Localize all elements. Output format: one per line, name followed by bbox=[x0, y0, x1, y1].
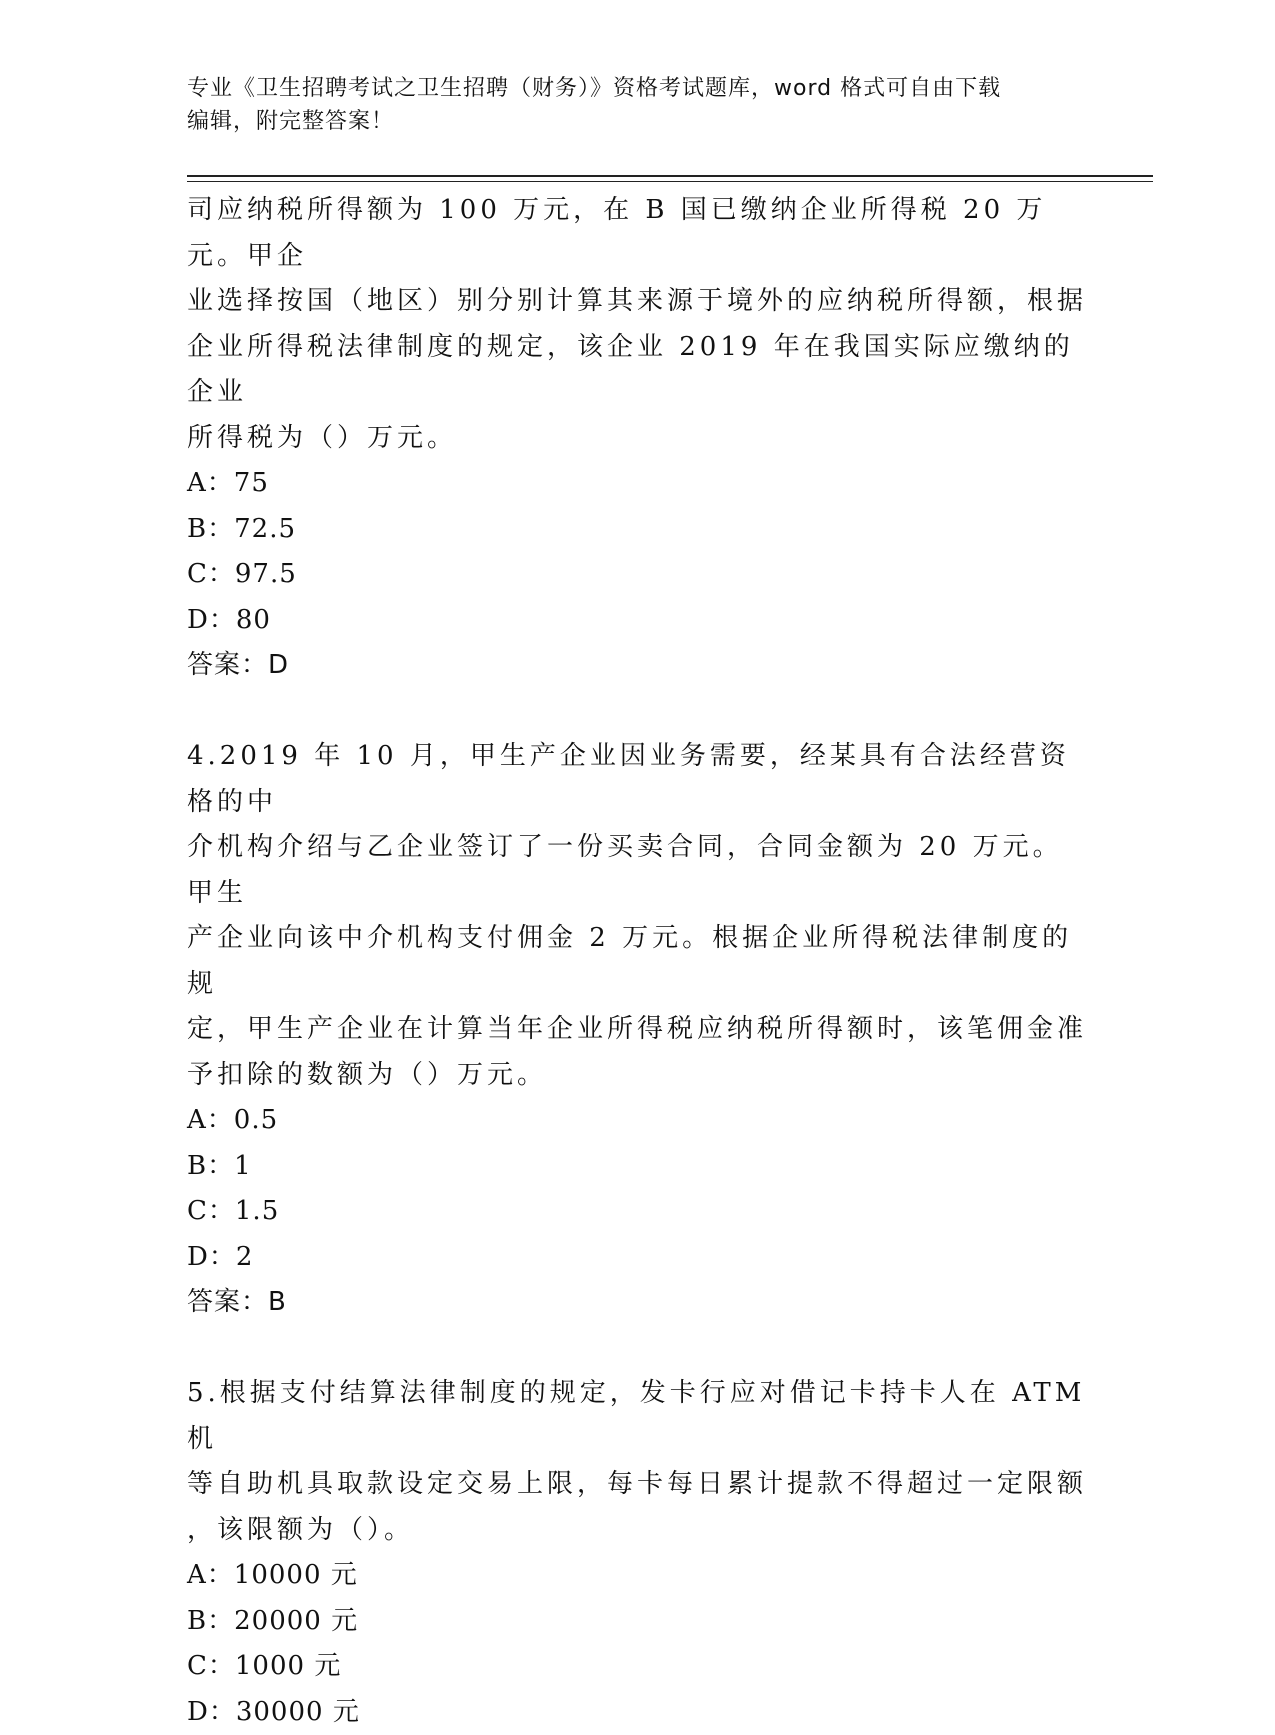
question-3-line-1: 司应纳税所得额为 100 万元，在 B 国已缴纳企业所得税 20 万元。甲企 bbox=[187, 188, 1087, 279]
question-5-option-b: B：20000 元 bbox=[187, 1599, 1087, 1645]
question-4-line-2: 介机构介绍与乙企业签订了一份买卖合同，合同金额为 20 万元。甲生 bbox=[187, 825, 1087, 916]
question-4-line-1: 4.2019 年 10 月，甲生产企业因业务需要，经某具有合法经营资格的中 bbox=[187, 734, 1087, 825]
question-4-option-c: C：1.5 bbox=[187, 1189, 1087, 1235]
header-line-2: 编辑，附完整答案！ bbox=[187, 105, 1067, 138]
question-3 bbox=[187, 188, 1087, 689]
question-3-option-a: A：75 bbox=[187, 461, 1087, 507]
question-4 bbox=[187, 734, 1087, 1326]
question-3-option-d: D：80 bbox=[187, 598, 1087, 644]
question-5-option-a: A：10000 元 bbox=[187, 1553, 1087, 1599]
question-5-option-d: D：30000 元 bbox=[187, 1690, 1087, 1735]
header-line-1: 专业《卫生招聘考试之卫生招聘（财务）》资格考试题库，word 格式可自由下载 bbox=[187, 72, 1067, 105]
question-3-answer: 答案：D bbox=[187, 643, 1087, 689]
question-5-option-c: C：1000 元 bbox=[187, 1644, 1087, 1690]
question-5 bbox=[187, 1371, 1087, 1735]
question-3-line-3: 企业所得税法律制度的规定，该企业 2019 年在我国实际应缴纳的企业 bbox=[187, 325, 1087, 416]
question-3-line-4: 所得税为（）万元。 bbox=[187, 416, 1087, 462]
question-3-line-2: 业选择按国（地区）别分别计算其来源于境外的应纳税所得额，根据 bbox=[187, 279, 1087, 325]
spacer bbox=[187, 689, 1087, 735]
question-5-line-2: 等自助机具取款设定交易上限，每卡每日累计提款不得超过一定限额 bbox=[187, 1462, 1087, 1508]
document-body bbox=[187, 188, 1087, 1735]
header-rule-bottom bbox=[187, 181, 1153, 182]
question-3-option-c: C：97.5 bbox=[187, 552, 1087, 598]
question-4-option-b: B：1 bbox=[187, 1144, 1087, 1190]
page-header bbox=[187, 72, 1067, 138]
question-4-option-a: A：0.5 bbox=[187, 1098, 1087, 1144]
question-4-line-5: 予扣除的数额为（）万元。 bbox=[187, 1053, 1087, 1099]
question-5-line-1: 5.根据支付结算法律制度的规定，发卡行应对借记卡持卡人在 ATM 机 bbox=[187, 1371, 1087, 1462]
question-4-answer: 答案：B bbox=[187, 1280, 1087, 1326]
question-4-line-3: 产企业向该中介机构支付佣金 2 万元。根据企业所得税法律制度的规 bbox=[187, 916, 1087, 1007]
question-3-option-b: B：72.5 bbox=[187, 507, 1087, 553]
question-4-line-4: 定，甲生产企业在计算当年企业所得税应纳税所得额时，该笔佣金准 bbox=[187, 1007, 1087, 1053]
spacer bbox=[187, 1326, 1087, 1372]
question-5-line-3: ，该限额为（）。 bbox=[187, 1508, 1087, 1554]
header-rule-top bbox=[187, 175, 1153, 177]
question-4-option-d: D：2 bbox=[187, 1235, 1087, 1281]
